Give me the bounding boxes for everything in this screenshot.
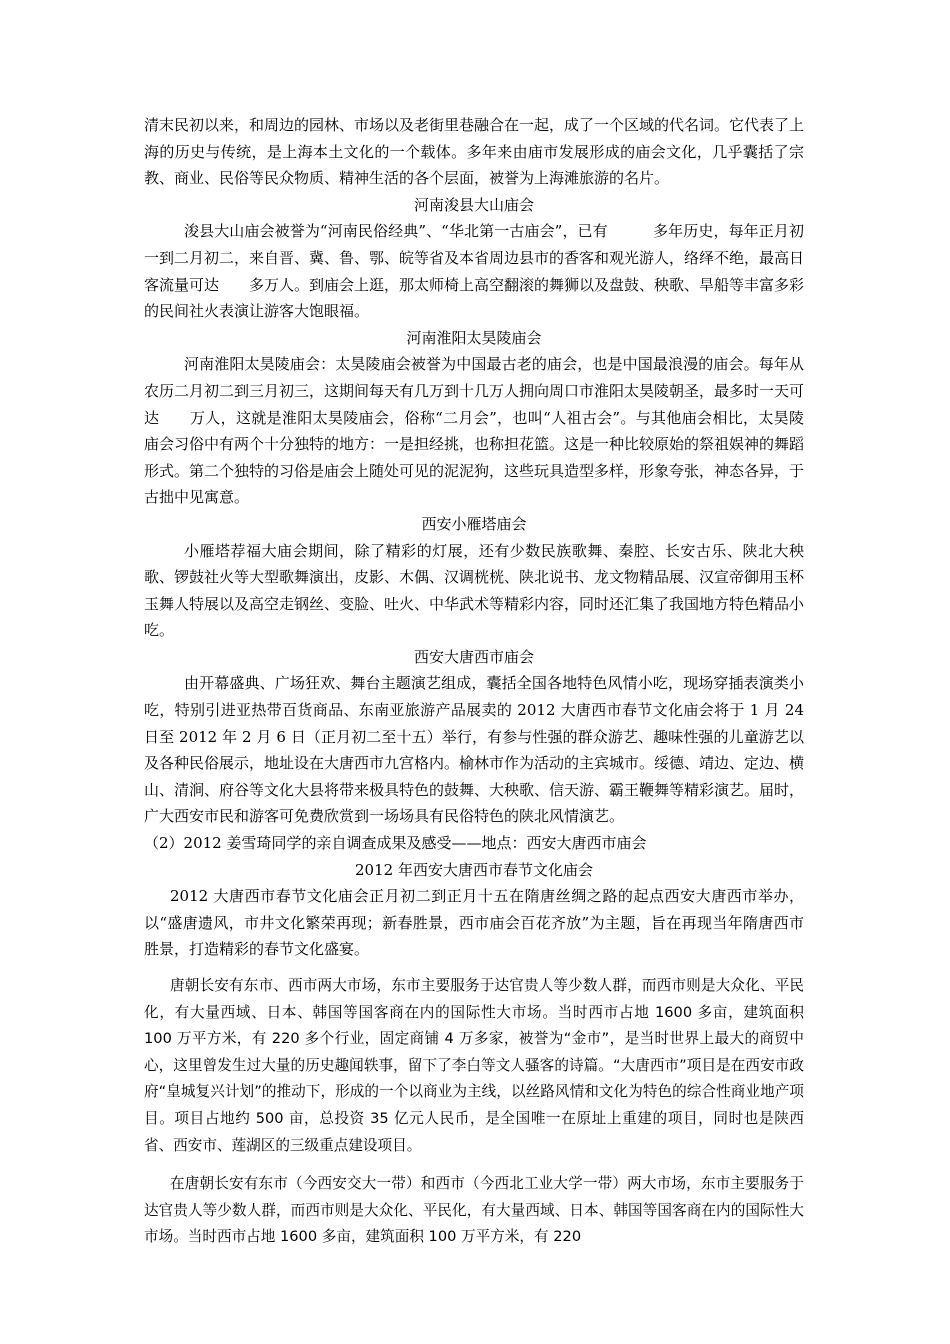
section-survey-title: （2）2012 姜雪琦同学的亲自调查成果及感受——地点：西安大唐西市庙会 [144, 834, 647, 853]
heading-huaiyang-taihao: 河南淮阳太昊陵庙会 [406, 328, 542, 347]
document-page [144, 112, 804, 1251]
paragraph-datang-xishi: 由开幕盛典、广场狂欢、舞台主题演艺组成，囊括全国各地特色风情小吃，现场穿插表演类小吃，特别引进亚热带百货商品、东南亚旅游产品展卖的 2012 大唐西市春节文化庙会将于 1 月 24 日至 2012 年 2 月 6 日（正月初二至十五）举行，有参与性强的群众游艺、趣味性强的儿童游艺以及各种民俗展示，地址设在大唐西市九宫格内。榆林市作为活动的主宾城市。绥德、靖边、定边、横山、清涧、府谷等文化大县将带来极具特色的鼓舞、大秧歌、信天游、霸王鞭舞等精彩演艺。届时，广大西安市民和游客可免费欣赏到一场场具有民俗特色的陕北风情演艺。 [144, 674, 805, 826]
paragraph-2012-fair-intro: 2012 大唐西市春节文化庙会正月初二到正月十五在隋唐丝绸之路的起点西安大唐西市举办，以“盛唐遗风，市井文化繁荣再现；新春胜景，西市庙会百花齐放”为主题，旨在再现当年隋唐西市胜景，打造精彩的春节文化盛宴。 [144, 887, 804, 959]
paragraph-junxian-dashan: 浚县大山庙会被誉为“河南民俗经典”、“华北第一古庙会”，已有 多年历史，每年正月初一到二月初二，来自晋、冀、鲁、鄂、皖等省及本省周边县市的香客和观光游人，络绎不绝，最高日客流量可达 多万人。到庙会上逛，那太师椅上高空翻滚的舞狮以及盘鼓、秧歌、旱船等丰富多彩的民间社火表演让游客大饱眼福。 [144, 222, 805, 321]
paragraph-tang-markets-repeat: 在唐朝长安有东市（今西安交大一带）和西市（今西北工业大学一带）两大市场，东市主要服务于达官贵人等少数人群，而西市则是大众化、平民化，有大量西域、日本、韩国等国客商在内的国际性大市场。当时西市占地 1600 多亩，建筑面积 100 万平方米，有 220 [144, 1175, 804, 1246]
heading-datang-xishi: 西安大唐西市庙会 [413, 647, 534, 666]
heading-xiaoyanta: 西安小雁塔庙会 [421, 514, 527, 533]
heading-junxian-dashan: 河南浚县大山庙会 [413, 195, 534, 214]
paragraph-xiaoyanta: 小雁塔荐福大庙会期间，除了精彩的灯展，还有少数民族歌舞、秦腔、长安古乐、陕北大秧歌、锣鼓社火等大型歌舞演出，皮影、木偶、汉调桄桄、陕北说书、龙文物精品展、汉宣帝御用玉杯玉舞人特展以及高空走钢丝、变脸、吐火、中华武术等精彩内容，同时还汇集了我国地方特色精品小吃。 [144, 541, 805, 640]
paragraph-shanghai-temple-fair: 清末民初以来，和周边的园林、市场以及老街里巷融合在一起，成了一个区域的代名词。它代表了上海的历史与传统，是上海本土文化的一个载体。多年来由庙市发展形成的庙会文化，几乎囊括了宗教、商业、民俗等民众物质、精神生活的各个层面，被誉为上海滩旅游的名片。 [144, 116, 805, 188]
heading-2012-xishi-fair: 2012 年西安大唐西市春节文化庙会 [355, 860, 593, 879]
paragraph-huaiyang-taihao: 河南淮阳太昊陵庙会：太昊陵庙会被誉为中国最古老的庙会，也是中国最浪漫的庙会。每年从农历二月初二到三月初三，这期间每天有几万到十几万人拥向周口市淮阳太昊陵朝圣，最多时一天可达 万人，这就是淮阳太昊陵庙会，俗称“二月会”，也叫“人祖古会”。与其他庙会相比，太昊陵庙会习俗中有两个十分独特的地方：一是担经挑，也称担花篮。这是一种比较原始的祭祖娱神的舞蹈形式。第二个独特的习俗是庙会上随处可见的泥泥狗，这些玩具造型多样，形象夸张，神态各异，于古拙中见寓意。 [144, 355, 805, 507]
paragraph-tang-markets: 唐朝长安有东市、西市两大市场，东市主要服务于达官贵人等少数人群，而西市则是大众化、平民化，有大量西域、日本、韩国等国客商在内的国际性大市场。当时西市占地 1600 多亩，建筑面积 100 万平方米，有 220 多个行业，固定商铺 4 万多家，被誉为“金市”，是当时世界上最大的商贸中心，这里曾发生过大量的历史趣闻轶事，留下了李白等文人骚客的诗篇。“大唐西市”项目是在西安市政府“皇城复兴计划”的推动下，形成的一个以商业为主线，以丝路风情和文化为特色的综合性商业地产项目。项目占地约 500 亩，总投资 35 亿元人民币，是全国唯一在原址上重建的项目，同时也是陕西省、西安市、莲湖区的三级重点建设项目。 [144, 977, 804, 1154]
